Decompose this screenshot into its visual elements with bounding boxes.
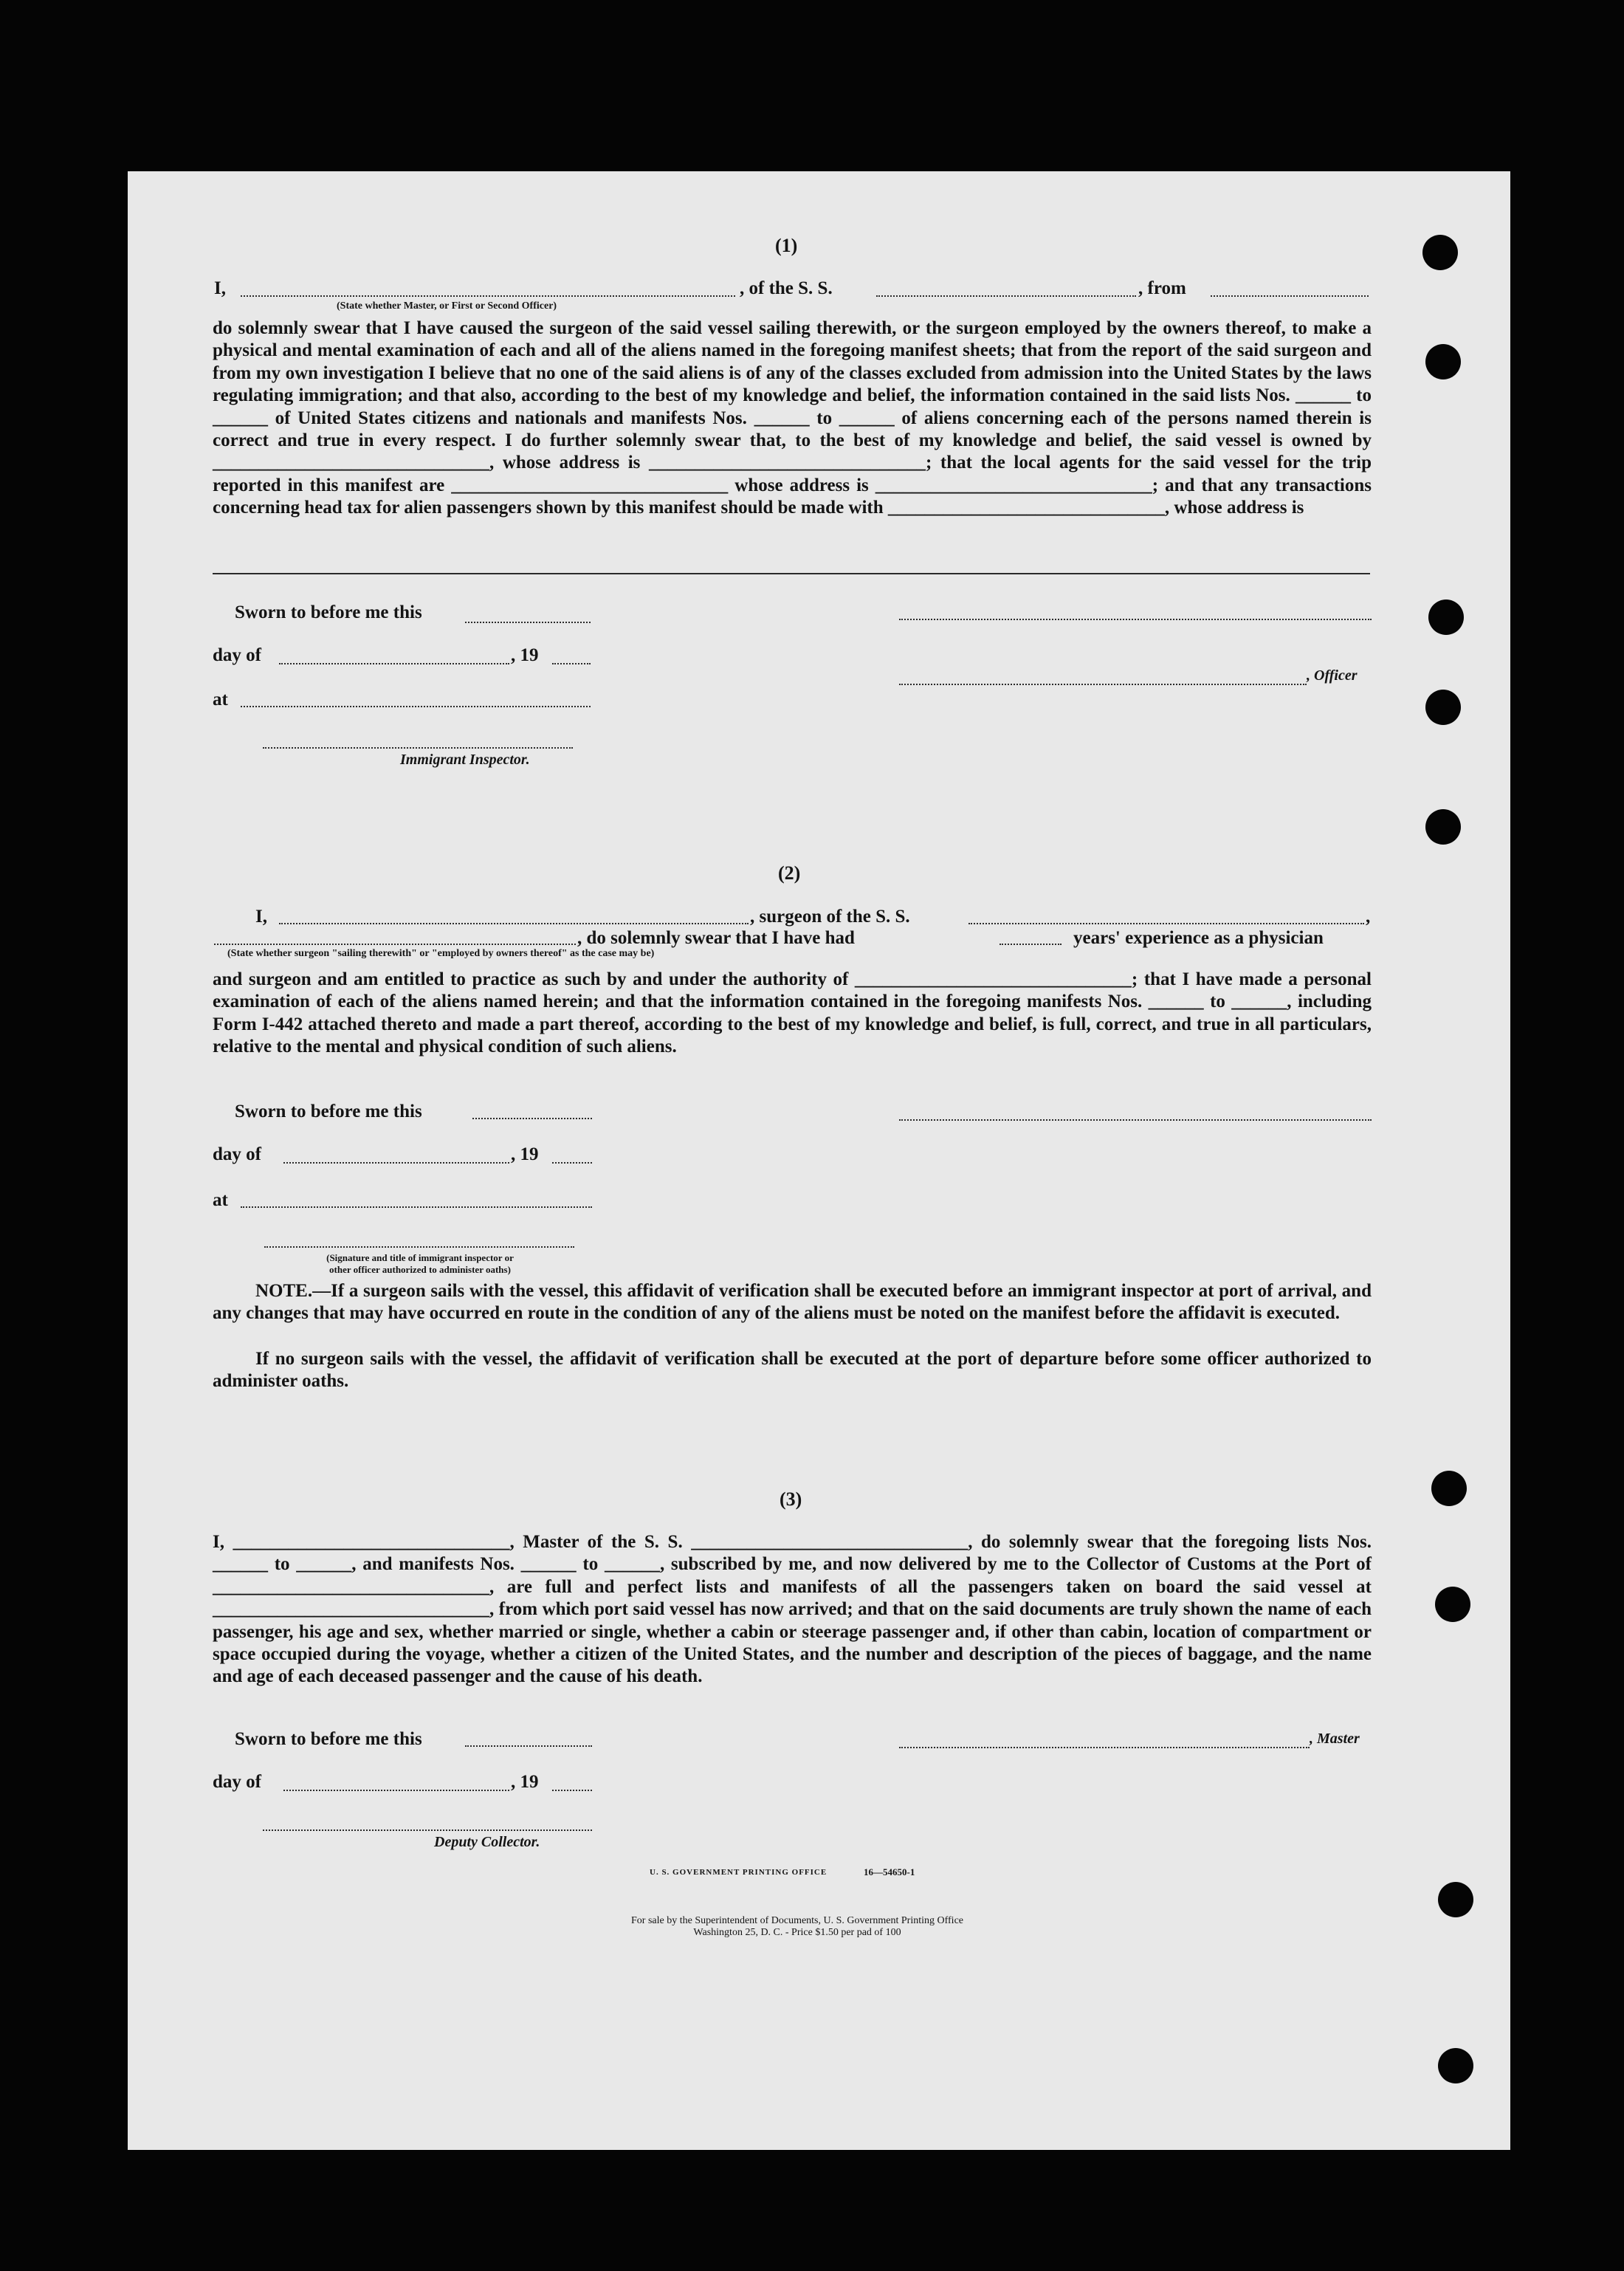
years-physician-label: years' experience as a physician — [1073, 928, 1324, 948]
authorized-officer-signature-field[interactable] — [264, 1246, 574, 1248]
month-field-3[interactable] — [283, 1790, 509, 1791]
section-1-number: (1) — [775, 235, 798, 256]
month-field-1[interactable] — [279, 663, 509, 664]
of-ss-label: , of the S. S. — [740, 278, 833, 298]
punch-hole — [1425, 344, 1461, 379]
deputy-collector-caption: Deputy Collector. — [434, 1834, 540, 1850]
officer-rank-caption: (State whether Master, or First or Second Officer) — [337, 300, 557, 312]
sworn-day-field-2[interactable] — [472, 1118, 592, 1119]
section-2-number: (2) — [778, 862, 801, 884]
sworn-label-1: Sworn to before me this — [235, 602, 422, 622]
officer-signature-field-top[interactable] — [899, 619, 1372, 620]
surgeon-name-field[interactable] — [279, 923, 749, 924]
place-field-2[interactable] — [241, 1206, 592, 1208]
section-1-oath-paragraph: do solemnly swear that I have caused the surgeon of the said vessel sailing therewith, or the surgeon employed by the owners thereof, to make a physical and mental examination of each and all of the aliens named in the foregoing manifest sheets; that from the report of the said surgeon and from my own investigation I believe that no one of the said aliens is of any of the classes excluded from admission into the United States by the laws regulating immigration; and that also, according to the best of my knowledge and belief, the information contained in the said lists Nos. ______ to ______ of United States citizens and nationals and manifests Nos. ______ to ______ of aliens concerning each of the persons named therein is correct and true in every respect. I do further solemnly swear that, to the best of my knowledge and belief, the said vessel is owned by ______________________________, whose address is ______________________________; that the local agents for the said vessel for the trip reported in this manifest are ______________________________ whose address is ______________________________; and that any transactions concerning head tax for alien passengers shown by this manifest should be made with ______________________________, whose address is — [213, 318, 1372, 518]
surgeon-i-label: I, — [255, 907, 267, 927]
year-label-1: , 19 — [511, 645, 539, 665]
surgeon-signature-field[interactable] — [899, 1119, 1372, 1121]
year-field-3[interactable] — [552, 1790, 592, 1791]
day-of-label-3: day of — [213, 1772, 261, 1792]
master-signature-field[interactable] — [899, 1747, 1310, 1748]
oath-i-label: I, — [214, 278, 226, 298]
sworn-label-2: Sworn to before me this — [235, 1102, 422, 1121]
signature-caption-line-2: other officer authorized to administer oaths) — [329, 1264, 511, 1275]
vessel-name-field[interactable] — [876, 295, 1136, 297]
printing-office-label: U. S. GOVERNMENT PRINTING OFFICE — [650, 1868, 828, 1877]
year-field-1[interactable] — [552, 663, 591, 664]
deputy-collector-signature-field[interactable] — [263, 1829, 592, 1831]
surgeon-vessel-field[interactable] — [968, 923, 1364, 924]
section-3-oath-paragraph: I, ______________________________, Master of the S. S. ______________________________, do solemnly swear that the foregoing lists Nos. ______ to ______, and manifests Nos. ______ to ______, subscribed by me, and now delivered by me to the Collector of Customs at the Port of ______________________________, are full and perfect lists and manifests of all the passengers taken on board the said vessel at ______________________________, from which port said vessel has now arrived; and that on the said documents are truly shown the name of each passenger, his age and sex, whether married or single, whether a cabin or steerage passenger and, if other than cabin, location of compartment or space occupied during the voyage, whether a citizen of the United States, and the number and description of the pieces of baggage, and the name and age of each deceased passenger and the cause of his death. — [213, 1532, 1372, 1687]
form-code: 16—54650-1 — [864, 1866, 915, 1877]
punch-hole — [1422, 235, 1458, 270]
at-label-2: at — [213, 1190, 228, 1210]
place-field-1[interactable] — [241, 706, 591, 707]
years-experience-field[interactable] — [999, 944, 1062, 945]
surgeon-of-ss-label: , surgeon of the S. S. — [750, 907, 910, 927]
surgeon-note: NOTE.—If a surgeon sails with the vessel, this affidavit of verification shall be executed before an immigrant inspector at port of arrival, and any changes that may have occurred en route in the condition of any of the aliens must be noted on the manifest before the affidavit is executed. — [213, 1281, 1372, 1324]
day-of-label-1: day of — [213, 645, 261, 665]
surgeon-status-caption: (State whether surgeon "sailing therewith" or "employed by owners thereof" as the case may be) — [227, 948, 655, 959]
sworn-day-field-3[interactable] — [465, 1745, 592, 1747]
surgeon-status-field[interactable] — [214, 944, 576, 945]
inspector-signature-field[interactable] — [263, 747, 573, 749]
day-of-label-2: day of — [213, 1144, 261, 1164]
no-surgeon-note: If no surgeon sails with the vessel, the affidavit of verification shall be executed at the port of departure before some officer authorized to administer oaths. — [213, 1349, 1372, 1392]
immigrant-inspector-caption: Immigrant Inspector. — [400, 752, 530, 768]
punch-hole — [1438, 1882, 1473, 1917]
swear-experience-label: , do solemnly swear that I have had — [577, 928, 855, 948]
master-caption: , Master — [1310, 1731, 1360, 1747]
officer-caption: , Officer — [1307, 667, 1358, 684]
punch-hole — [1425, 690, 1461, 725]
surgeon-comma: , — [1366, 907, 1371, 927]
officer-name-field[interactable] — [241, 295, 735, 297]
port-from-field[interactable] — [1211, 295, 1369, 297]
year-label-2: , 19 — [511, 1144, 539, 1164]
section-2-oath-paragraph: and surgeon and am entitled to practice as such by and under the authority of ______________________________; that I have made a personal examination of each of the aliens named herein; and that the information contained in the foregoing manifests Nos. ______ to ______, including Form I-442 attached thereto and made a part thereof, according to the best of my knowledge and belief, is full, correct, and true in all particulars, relative to the mental and physical condition of such aliens. — [213, 969, 1372, 1057]
punch-hole — [1425, 809, 1461, 845]
footer-sale-line: For sale by the Superintendent of Documents, U. S. Government Printing Office — [631, 1915, 963, 1926]
from-label: , from — [1138, 278, 1186, 298]
sworn-label-3: Sworn to before me this — [235, 1729, 422, 1749]
punch-hole — [1435, 1587, 1470, 1622]
footer-price-line: Washington 25, D. C. - Price $1.50 per pad of 100 — [693, 1927, 901, 1938]
year-label-3: , 19 — [511, 1772, 539, 1792]
signature-caption-line-1: (Signature and title of immigrant inspector or — [326, 1252, 514, 1263]
punch-hole — [1431, 1471, 1467, 1506]
officer-signature-field[interactable] — [899, 684, 1307, 685]
section-3-number: (3) — [780, 1488, 802, 1510]
month-field-2[interactable] — [283, 1162, 509, 1164]
year-field-2[interactable] — [552, 1162, 592, 1164]
head-tax-address-field[interactable] — [213, 573, 1370, 574]
sworn-day-field-1[interactable] — [465, 622, 591, 623]
punch-hole — [1428, 599, 1464, 635]
at-label-1: at — [213, 690, 228, 710]
punch-hole — [1438, 2048, 1473, 2083]
